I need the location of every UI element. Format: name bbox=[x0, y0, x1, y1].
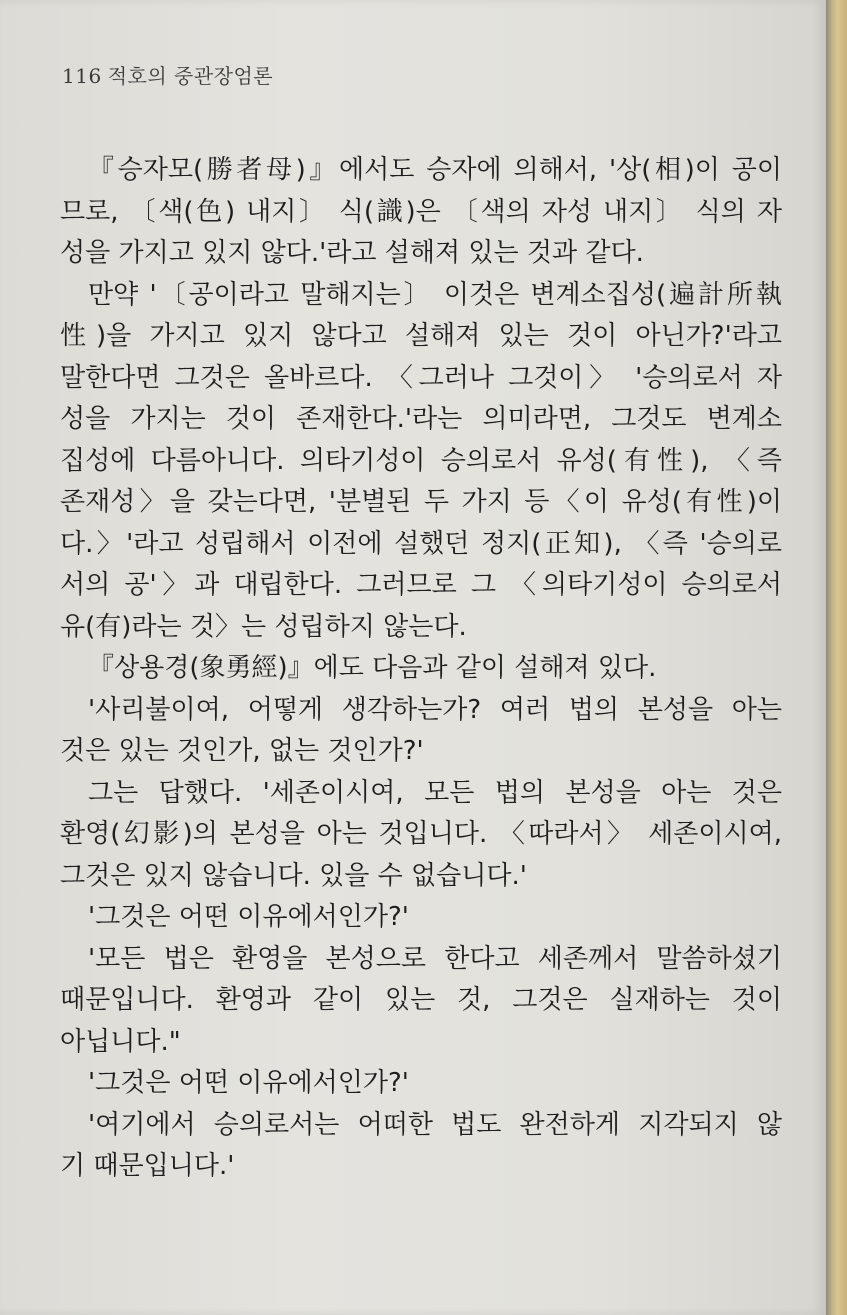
text-line: 그는 답했다. '세존이시여, 모든 법의 본성을 아는 것은 bbox=[88, 777, 782, 808]
page-edge bbox=[826, 0, 847, 1315]
text-line: 기 때문입니다.' bbox=[60, 1151, 235, 1181]
text-line: 존재성〉을 갖는다면, '분별된 두 가지 등〈이 유성(有性)이 bbox=[60, 487, 782, 517]
text-line: 서의 공'〉과 대립한다. 그러므로 그 〈의타기성이 승의로서 bbox=[60, 570, 782, 600]
text-line: 아닙니다." bbox=[60, 1026, 181, 1057]
text-line: '그것은 어떤 이유에서인가?' bbox=[88, 902, 409, 932]
text-line: 만약 '〔공이라고 말해지는〕 이것은 변계소집성(遍計所執 bbox=[88, 279, 782, 310]
page-number: 116 bbox=[62, 64, 102, 88]
text-line: 성을 가지는 것이 존재한다.'라는 의미라면, 그것도 변계소 bbox=[60, 404, 782, 434]
text-line: 그것은 있지 않습니다. 있을 수 없습니다.' bbox=[60, 860, 527, 891]
text-line: 유(有)라는 것〉는 성립하지 않는다. bbox=[60, 611, 467, 642]
running-head bbox=[62, 60, 273, 89]
text-line: '그것은 어떤 이유에서인가?' bbox=[88, 1068, 409, 1098]
text-line: 므로, 〔색(色) 내지〕 식(識)은 〔색의 자성 내지〕 식의 자 bbox=[60, 196, 782, 227]
text-line: '모든 법은 환영을 본성으로 한다고 세존께서 말씀하셨기 bbox=[88, 943, 782, 974]
book-title: 적호의 중관장엄론 bbox=[107, 64, 274, 88]
text-line: '사리불이여, 어떻게 생각하는가? 여러 법의 본성을 아는 bbox=[88, 694, 782, 725]
text-line: 성을 가지고 있지 않다.'라고 설해져 있는 것과 같다. bbox=[60, 238, 644, 268]
text-line: 『상용경(象勇經)』에도 다음과 같이 설해져 있다. bbox=[88, 653, 657, 683]
text-line: 말한다면 그것은 올바르다. 〈그러나 그것이〉 '승의로서 자 bbox=[60, 362, 782, 393]
text-line: 때문입니다. 환영과 같이 있는 것, 그것은 실재하는 것이 bbox=[60, 985, 782, 1015]
text-line: 것은 있는 것인가, 없는 것인가?' bbox=[60, 736, 424, 766]
text-line: '여기에서 승의로서는 어떠한 법도 완전하게 지각되지 않 bbox=[88, 1109, 782, 1140]
text-line: 환영(幻影)의 본성을 아는 것입니다. 〈따라서〉 세존이시여, bbox=[60, 819, 782, 849]
text-line: 다.〉'라고 성립해서 이전에 설했던 정지(正知), 〈즉 '승의로 bbox=[60, 528, 782, 559]
text-line: 집성에 다름아니다. 의타기성이 승의로서 유성(有性), 〈즉 bbox=[60, 445, 782, 476]
text-line: 性)을 가지고 있지 않다고 설해져 있는 것이 아닌가?'라고 bbox=[60, 321, 782, 351]
text-line: 『승자모(勝者母)』에서도 승자에 의해서, '상(相)이 공이 bbox=[88, 155, 782, 185]
body-text bbox=[60, 150, 782, 1188]
